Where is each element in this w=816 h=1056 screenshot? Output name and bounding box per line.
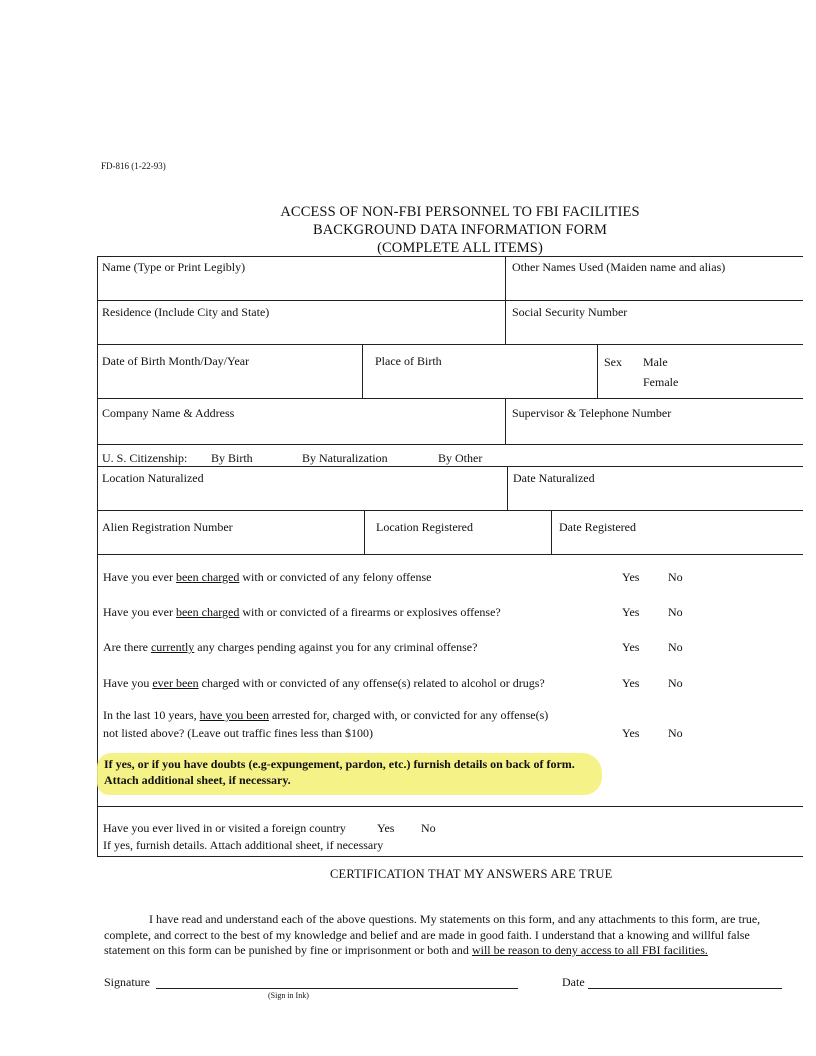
citizenship-by-naturalization-option[interactable]: By Naturalization bbox=[302, 451, 388, 465]
question-last-10-years-line-2: not listed above? (Leave out traffic fines less than $100) bbox=[103, 726, 374, 740]
question-last-10-years: In the last 10 years, have you been arrested for, charged with, or convicted for any offense(s) bbox=[103, 708, 549, 722]
rule bbox=[551, 510, 552, 554]
rule bbox=[97, 466, 803, 467]
form-title-line-1: ACCESS OF NON-FBI PERSONNEL TO FBI FACILITIES bbox=[280, 204, 640, 220]
date-naturalized-field[interactable]: Date Naturalized bbox=[513, 471, 595, 485]
question-foreign-country-yes[interactable]: Yes bbox=[377, 821, 395, 835]
question-last-10-years-yes[interactable]: Yes bbox=[622, 726, 640, 740]
form-title-line-3: (COMPLETE ALL ITEMS) bbox=[377, 240, 543, 256]
signature-label: Signature bbox=[104, 975, 150, 989]
location-naturalized-field[interactable]: Location Naturalized bbox=[102, 471, 204, 485]
notice-line-1: If yes, or if you have doubts (e.g-expungement, pardon, etc.) furnish details on back of form. bbox=[104, 757, 575, 771]
name-field[interactable]: Name (Type or Print Legibly) bbox=[102, 260, 246, 274]
sex-female-option[interactable]: Female bbox=[643, 375, 679, 389]
question-firearms-yes[interactable]: Yes bbox=[622, 605, 640, 619]
certification-statement: I have read and understand each of the above questions. My statements on this form, and any attachments to this form, are true, complete, and correct to the best of my knowledge and belief and are made in good faith. I understand that a knowing and willful false statement on this form can be punished by fine or imprisonment or both and will be reason to deny access to all FBI facilities. bbox=[104, 912, 761, 957]
citizenship-by-other-option[interactable]: By Other bbox=[438, 451, 483, 465]
sex-male-option[interactable]: Male bbox=[643, 355, 668, 369]
supervisor-field[interactable]: Supervisor & Telephone Number bbox=[512, 406, 672, 420]
rule bbox=[362, 344, 363, 398]
rule bbox=[97, 510, 803, 511]
rule bbox=[505, 256, 506, 344]
rule bbox=[507, 466, 508, 510]
pob-field[interactable]: Place of Birth bbox=[375, 354, 442, 368]
question-alcohol-drugs: Have you ever been charged with or convicted of any offense(s) related to alcohol or drugs? bbox=[103, 676, 545, 690]
ssn-field[interactable]: Social Security Number bbox=[512, 305, 628, 319]
other-names-field[interactable]: Other Names Used (Maiden name and alias) bbox=[512, 260, 726, 274]
question-last-10-years-no[interactable]: No bbox=[668, 726, 683, 740]
rule bbox=[97, 256, 803, 257]
rule bbox=[505, 398, 506, 444]
rule bbox=[97, 344, 803, 345]
question-firearms-no[interactable]: No bbox=[668, 605, 683, 619]
rule bbox=[97, 444, 803, 445]
question-pending-charges-yes[interactable]: Yes bbox=[622, 640, 640, 654]
date-registered-field[interactable]: Date Registered bbox=[559, 520, 636, 534]
rule bbox=[97, 856, 803, 857]
sex-label: Sex bbox=[604, 355, 622, 369]
alien-registration-field[interactable]: Alien Registration Number bbox=[102, 520, 233, 534]
signature-line[interactable] bbox=[156, 988, 518, 989]
question-foreign-country-line-2: If yes, furnish details. Attach additional sheet, if necessary bbox=[103, 838, 384, 852]
date-line[interactable] bbox=[588, 988, 782, 989]
rule bbox=[97, 806, 803, 807]
question-firearms: Have you ever been charged with or convicted of a firearms or explosives offense? bbox=[103, 605, 501, 619]
form-number: FD-816 (1-22-93) bbox=[101, 161, 166, 171]
question-alcohol-drugs-no[interactable]: No bbox=[668, 676, 683, 690]
question-felony: Have you ever been charged with or convicted of any felony offense bbox=[103, 570, 432, 584]
company-field[interactable]: Company Name & Address bbox=[102, 406, 235, 420]
rule bbox=[97, 398, 803, 399]
rule bbox=[97, 554, 803, 555]
dob-field[interactable]: Date of Birth Month/Day/Year bbox=[102, 354, 250, 368]
question-pending-charges: Are there currently any charges pending against you for any criminal offense? bbox=[103, 640, 478, 654]
date-label: Date bbox=[562, 975, 585, 989]
form-title-line-2: BACKGROUND DATA INFORMATION FORM bbox=[312, 222, 608, 238]
question-felony-yes[interactable]: Yes bbox=[622, 570, 640, 584]
question-foreign-country: Have you ever lived in or visited a foreign country bbox=[103, 821, 346, 835]
rule bbox=[597, 344, 598, 398]
rule bbox=[97, 300, 803, 301]
question-felony-no[interactable]: No bbox=[668, 570, 683, 584]
notice-line-2: Attach additional sheet, if necessary. bbox=[104, 773, 291, 787]
certification-heading: CERTIFICATION THAT MY ANSWERS ARE TRUE bbox=[330, 867, 613, 881]
question-foreign-country-no[interactable]: No bbox=[421, 821, 436, 835]
rule bbox=[364, 510, 365, 554]
sign-in-ink-note: (Sign in Ink) bbox=[268, 991, 309, 1000]
citizenship-label: U. S. Citizenship: bbox=[102, 451, 188, 465]
question-pending-charges-no[interactable]: No bbox=[668, 640, 683, 654]
question-alcohol-drugs-yes[interactable]: Yes bbox=[622, 676, 640, 690]
location-registered-field[interactable]: Location Registered bbox=[376, 520, 473, 534]
residence-field[interactable]: Residence (Include City and State) bbox=[102, 305, 270, 319]
citizenship-by-birth-option[interactable]: By Birth bbox=[211, 451, 253, 465]
